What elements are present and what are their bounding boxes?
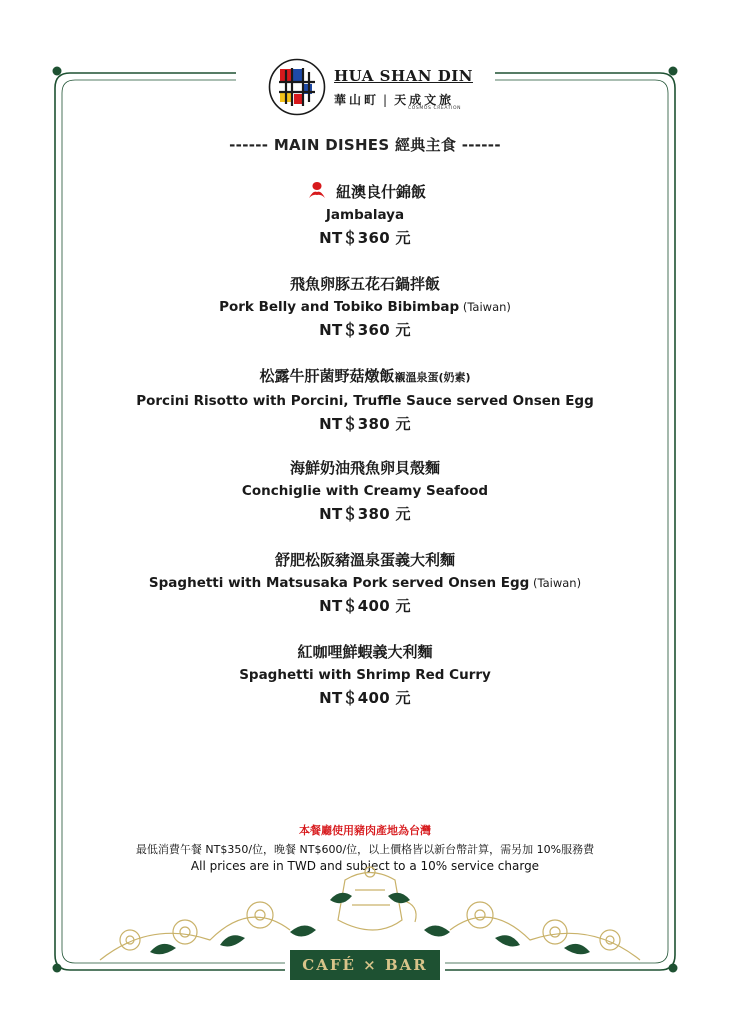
dish-list (0, 180, 730, 732)
dish-name-zh-text: 飛魚卵豚五花石鍋拌飯 (289, 275, 440, 293)
dish-name-en (0, 664, 730, 686)
dish-price: NT＄360 元 (319, 321, 411, 339)
dish-name-en-text: Porcini Risotto with Porcini, Truffle Sauce served Onsen Egg (136, 393, 594, 409)
dish-name-zh (0, 548, 730, 572)
dish-name-en (0, 480, 730, 502)
dish-item (0, 548, 730, 640)
dish-name-en-text: Spaghetti with Shrimp Red Curry (239, 667, 491, 683)
dish-name-zh-text: 松露牛肝菌野菇燉飯 (259, 367, 395, 385)
dish-note-en: (Taiwan) (529, 576, 582, 590)
chef-recommend-icon (304, 180, 330, 200)
dish-price: NT＄380 元 (319, 505, 411, 523)
dish-price: NT＄360 元 (319, 229, 411, 247)
dish-name-zh (0, 272, 730, 296)
dish-note-zh: 襯溫泉蛋(奶素) (394, 371, 471, 384)
dish-price: NT＄380 元 (319, 415, 411, 433)
dish-price: NT＄400 元 (319, 597, 411, 615)
pork-origin-notice: 本餐廳使用豬肉產地為台灣 (299, 824, 431, 837)
dish-name-en (0, 296, 730, 318)
dish-note-en: (Taiwan) (459, 300, 511, 314)
dish-name-zh-text: 紅咖哩鮮蝦義大利麵 (297, 643, 433, 661)
dish-name-zh (0, 364, 730, 390)
dish-item (0, 640, 730, 732)
dish-name-zh (0, 640, 730, 664)
brand-name-en: HUA SHAN DIN (334, 67, 473, 85)
partner-name-en: COSMOS CREATION (408, 106, 462, 111)
service-charge-notice: All prices are in TWD and subject to a 10% service charge (190, 859, 540, 873)
cafe-bar-label: CAFÉ × BAR (290, 950, 440, 980)
dish-item (0, 364, 730, 456)
dish-name-en-text: Spaghetti with Matsusaka Pork served Onsen Egg (148, 575, 530, 591)
dish-price: NT＄400 元 (319, 689, 411, 707)
dish-name-en (0, 572, 730, 594)
dish-item (0, 456, 730, 548)
dish-name-zh-text: 紐澳良什錦飯 (335, 183, 426, 201)
brand-name-zh-text: 華山町 (334, 93, 380, 107)
dish-name-en (0, 390, 730, 412)
brand-separator: | (383, 93, 391, 107)
dish-name-en-text: Jambalaya (325, 207, 405, 223)
brand-logo (268, 58, 478, 118)
dish-name-en-text: Conchiglie with Creamy Seafood (241, 483, 489, 499)
partner-name-zh: 天成文旅 (394, 93, 455, 107)
dish-name-zh (0, 456, 730, 480)
section-title: ------ MAIN DISHES 經典主食 ------ (229, 136, 501, 154)
logo-mark-icon (268, 58, 326, 116)
dish-item (0, 272, 730, 364)
dish-name-zh (0, 180, 730, 204)
dish-name-zh-text: 舒肥松阪豬溫泉蛋義大利麵 (274, 551, 455, 569)
dish-name-en-text: Pork Belly and Tobiko Bibimbap (219, 299, 460, 315)
dish-name-zh-text: 海鮮奶油飛魚卵貝殼麵 (289, 459, 440, 477)
dish-name-en (0, 204, 730, 226)
minimum-charge-notice: 最低消費午餐 NT$350/位，晚餐 NT$600/位，以上價格皆以新台幣計算，需另加 10%服務費 (135, 843, 595, 856)
dish-item (0, 180, 730, 272)
